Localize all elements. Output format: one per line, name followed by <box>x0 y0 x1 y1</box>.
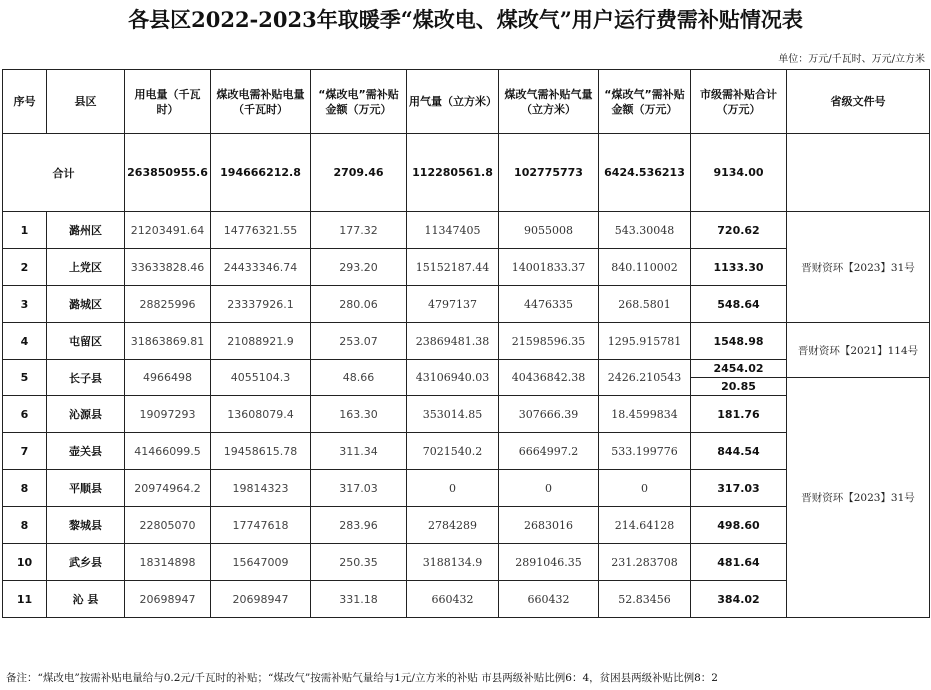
row-seq: 10 <box>3 544 47 581</box>
row-gas-subsidy-qty: 6664997.2 <box>499 433 599 470</box>
row-elec-subsidy-qty: 23337926.1 <box>211 286 311 323</box>
row-elec-subsidy-amt: 48.66 <box>311 360 407 396</box>
row-gas-subsidy-amt: 214.64128 <box>599 507 691 544</box>
row-city-total: 844.54 <box>691 433 787 470</box>
row-elec-subsidy-qty: 20698947 <box>211 581 311 618</box>
row-gas-subsidy-amt: 52.83456 <box>599 581 691 618</box>
row-gas-subsidy-qty: 2683016 <box>499 507 599 544</box>
total-label: 合计 <box>3 134 125 212</box>
row-elec-subsidy-qty: 19458615.78 <box>211 433 311 470</box>
row-county: 沁源县 <box>47 396 125 433</box>
row-city-total: 1548.98 <box>691 323 787 360</box>
row-elec-usage: 41466099.5 <box>125 433 211 470</box>
row-elec-usage: 22805070 <box>125 507 211 544</box>
doc-number-group3: 晋财资环【2023】31号 <box>787 378 930 618</box>
total-city-total: 9134.00 <box>691 134 787 212</box>
doc-number-group2: 晋财资环【2021】114号 <box>787 323 930 378</box>
total-elec-usage: 263850955.6 <box>125 134 211 212</box>
total-elec-subsidy-qty: 194666212.8 <box>211 134 311 212</box>
page-title: 各县区2022-2023年取暖季“煤改电、煤改气”用户运行费需补贴情况表 <box>128 7 803 32</box>
row-elec-usage: 20698947 <box>125 581 211 618</box>
unit-note: 单位：万元/千瓦时、万元/立方米 <box>778 54 925 65</box>
row-gas-usage: 3188134.9 <box>407 544 499 581</box>
row-county: 平顺县 <box>47 470 125 507</box>
row-gas-subsidy-qty: 0 <box>499 470 599 507</box>
row-elec-usage: 19097293 <box>125 396 211 433</box>
row-seq: 2 <box>3 249 47 286</box>
row-elec-subsidy-qty: 13608079.4 <box>211 396 311 433</box>
row-gas-subsidy-qty: 14001833.37 <box>499 249 599 286</box>
row-city-total: 384.02 <box>691 581 787 618</box>
row-elec-usage: 20974964.2 <box>125 470 211 507</box>
row-elec-usage: 28825996 <box>125 286 211 323</box>
row-gas-subsidy-qty: 2891046.35 <box>499 544 599 581</box>
subsidy-table <box>2 69 930 618</box>
row-gas-subsidy-amt: 0 <box>599 470 691 507</box>
header-city-total: 市级需补贴合计（万元） <box>691 70 787 134</box>
row-elec-subsidy-amt: 293.20 <box>311 249 407 286</box>
header-elec-subsidy-qty: 煤改电需补贴电量（千瓦时） <box>211 70 311 134</box>
header-elec-usage: 用电量（千瓦时） <box>125 70 211 134</box>
row-county: 武乡县 <box>47 544 125 581</box>
row-gas-usage: 43106940.03 <box>407 360 499 396</box>
row-gas-subsidy-qty: 9055008 <box>499 212 599 249</box>
row-city-total: 181.76 <box>691 396 787 433</box>
row-gas-usage: 23869481.38 <box>407 323 499 360</box>
row-gas-usage: 0 <box>407 470 499 507</box>
footnote: 备注：“煤改电”按需补贴电量给与0.2元/千瓦时的补贴；“煤改气”按需补贴气量给与1元/立方米的补贴 市县两级补贴比例6：4，贫困县两级补贴比例8：2 <box>6 672 718 684</box>
row-elec-subsidy-qty: 19814323 <box>211 470 311 507</box>
row-elec-subsidy-amt: 280.06 <box>311 286 407 323</box>
row-county: 壶关县 <box>47 433 125 470</box>
row-elec-subsidy-amt: 163.30 <box>311 396 407 433</box>
total-gas-usage: 112280561.8 <box>407 134 499 212</box>
row-county: 上党区 <box>47 249 125 286</box>
row-county: 潞州区 <box>47 212 125 249</box>
row-city-total-second: 20.85 <box>691 378 787 396</box>
header-seq: 序号 <box>3 70 47 134</box>
total-gas-subsidy-amt: 6424.536213 <box>599 134 691 212</box>
row-elec-usage: 33633828.46 <box>125 249 211 286</box>
row-gas-usage: 15152187.44 <box>407 249 499 286</box>
row-city-total: 481.64 <box>691 544 787 581</box>
row-gas-subsidy-amt: 18.4599834 <box>599 396 691 433</box>
row-elec-subsidy-amt: 283.96 <box>311 507 407 544</box>
row-elec-usage: 21203491.64 <box>125 212 211 249</box>
row-seq: 4 <box>3 323 47 360</box>
row-city-total: 317.03 <box>691 470 787 507</box>
row-seq: 7 <box>3 433 47 470</box>
row-elec-subsidy-qty: 21088921.9 <box>211 323 311 360</box>
row-gas-usage: 353014.85 <box>407 396 499 433</box>
row-elec-subsidy-qty: 17747618 <box>211 507 311 544</box>
row-gas-subsidy-amt: 1295.915781 <box>599 323 691 360</box>
total-doc-no <box>787 134 930 212</box>
row-county: 长子县 <box>47 360 125 396</box>
row-elec-subsidy-amt: 331.18 <box>311 581 407 618</box>
row-gas-subsidy-amt: 2426.210543 <box>599 360 691 396</box>
header-elec-subsidy-amt: “煤改电”需补贴金额（万元） <box>311 70 407 134</box>
row-elec-subsidy-amt: 311.34 <box>311 433 407 470</box>
row-elec-usage: 4966498 <box>125 360 211 396</box>
row-gas-subsidy-amt: 533.199776 <box>599 433 691 470</box>
row-county: 屯留区 <box>47 323 125 360</box>
row-gas-usage: 11347405 <box>407 212 499 249</box>
header-row <box>3 70 930 134</box>
header-doc-no: 省级文件号 <box>787 70 930 134</box>
row-gas-subsidy-qty: 4476335 <box>499 286 599 323</box>
row-gas-subsidy-amt: 268.5801 <box>599 286 691 323</box>
row-gas-subsidy-qty: 660432 <box>499 581 599 618</box>
row-gas-usage: 4797137 <box>407 286 499 323</box>
row-gas-usage: 2784289 <box>407 507 499 544</box>
row-county: 沁 县 <box>47 581 125 618</box>
row-seq: 11 <box>3 581 47 618</box>
table-row <box>3 212 930 249</box>
row-seq: 8 <box>3 470 47 507</box>
row-seq: 3 <box>3 286 47 323</box>
row-city-total: 498.60 <box>691 507 787 544</box>
header-county: 县区 <box>47 70 125 134</box>
row-gas-subsidy-qty: 307666.39 <box>499 396 599 433</box>
row-elec-subsidy-qty: 4055104.3 <box>211 360 311 396</box>
total-row <box>3 134 930 212</box>
row-seq: 1 <box>3 212 47 249</box>
row-seq: 8 <box>3 507 47 544</box>
row-city-total: 548.64 <box>691 286 787 323</box>
row-elec-subsidy-qty: 15647009 <box>211 544 311 581</box>
row-city-total: 2454.02 <box>691 360 787 378</box>
row-elec-subsidy-amt: 317.03 <box>311 470 407 507</box>
row-gas-subsidy-amt: 231.283708 <box>599 544 691 581</box>
row-elec-usage: 18314898 <box>125 544 211 581</box>
row-gas-subsidy-amt: 840.110002 <box>599 249 691 286</box>
header-gas-subsidy-amt: “煤改气”需补贴金额（万元） <box>599 70 691 134</box>
row-gas-usage: 7021540.2 <box>407 433 499 470</box>
header-gas-usage: 用气量（立方米） <box>407 70 499 134</box>
row-seq: 5 <box>3 360 47 396</box>
row-elec-subsidy-qty: 14776321.55 <box>211 212 311 249</box>
total-gas-subsidy-qty: 102775773 <box>499 134 599 212</box>
row-city-total: 1133.30 <box>691 249 787 286</box>
row-gas-subsidy-qty: 40436842.38 <box>499 360 599 396</box>
row-gas-usage: 660432 <box>407 581 499 618</box>
row-county: 潞城区 <box>47 286 125 323</box>
row-elec-subsidy-amt: 253.07 <box>311 323 407 360</box>
row-city-total: 720.62 <box>691 212 787 249</box>
header-gas-subsidy-qty: 煤改气需补贴气量（立方米） <box>499 70 599 134</box>
row-elec-subsidy-amt: 250.35 <box>311 544 407 581</box>
row-elec-subsidy-amt: 177.32 <box>311 212 407 249</box>
row-gas-subsidy-amt: 543.30048 <box>599 212 691 249</box>
table-row <box>3 323 930 360</box>
total-elec-subsidy-amt: 2709.46 <box>311 134 407 212</box>
row-gas-subsidy-qty: 21598596.35 <box>499 323 599 360</box>
row-elec-usage: 31863869.81 <box>125 323 211 360</box>
row-seq: 6 <box>3 396 47 433</box>
doc-number-group1: 晋财资环【2023】31号 <box>787 212 930 323</box>
row-county: 黎城县 <box>47 507 125 544</box>
row-elec-subsidy-qty: 24433346.74 <box>211 249 311 286</box>
